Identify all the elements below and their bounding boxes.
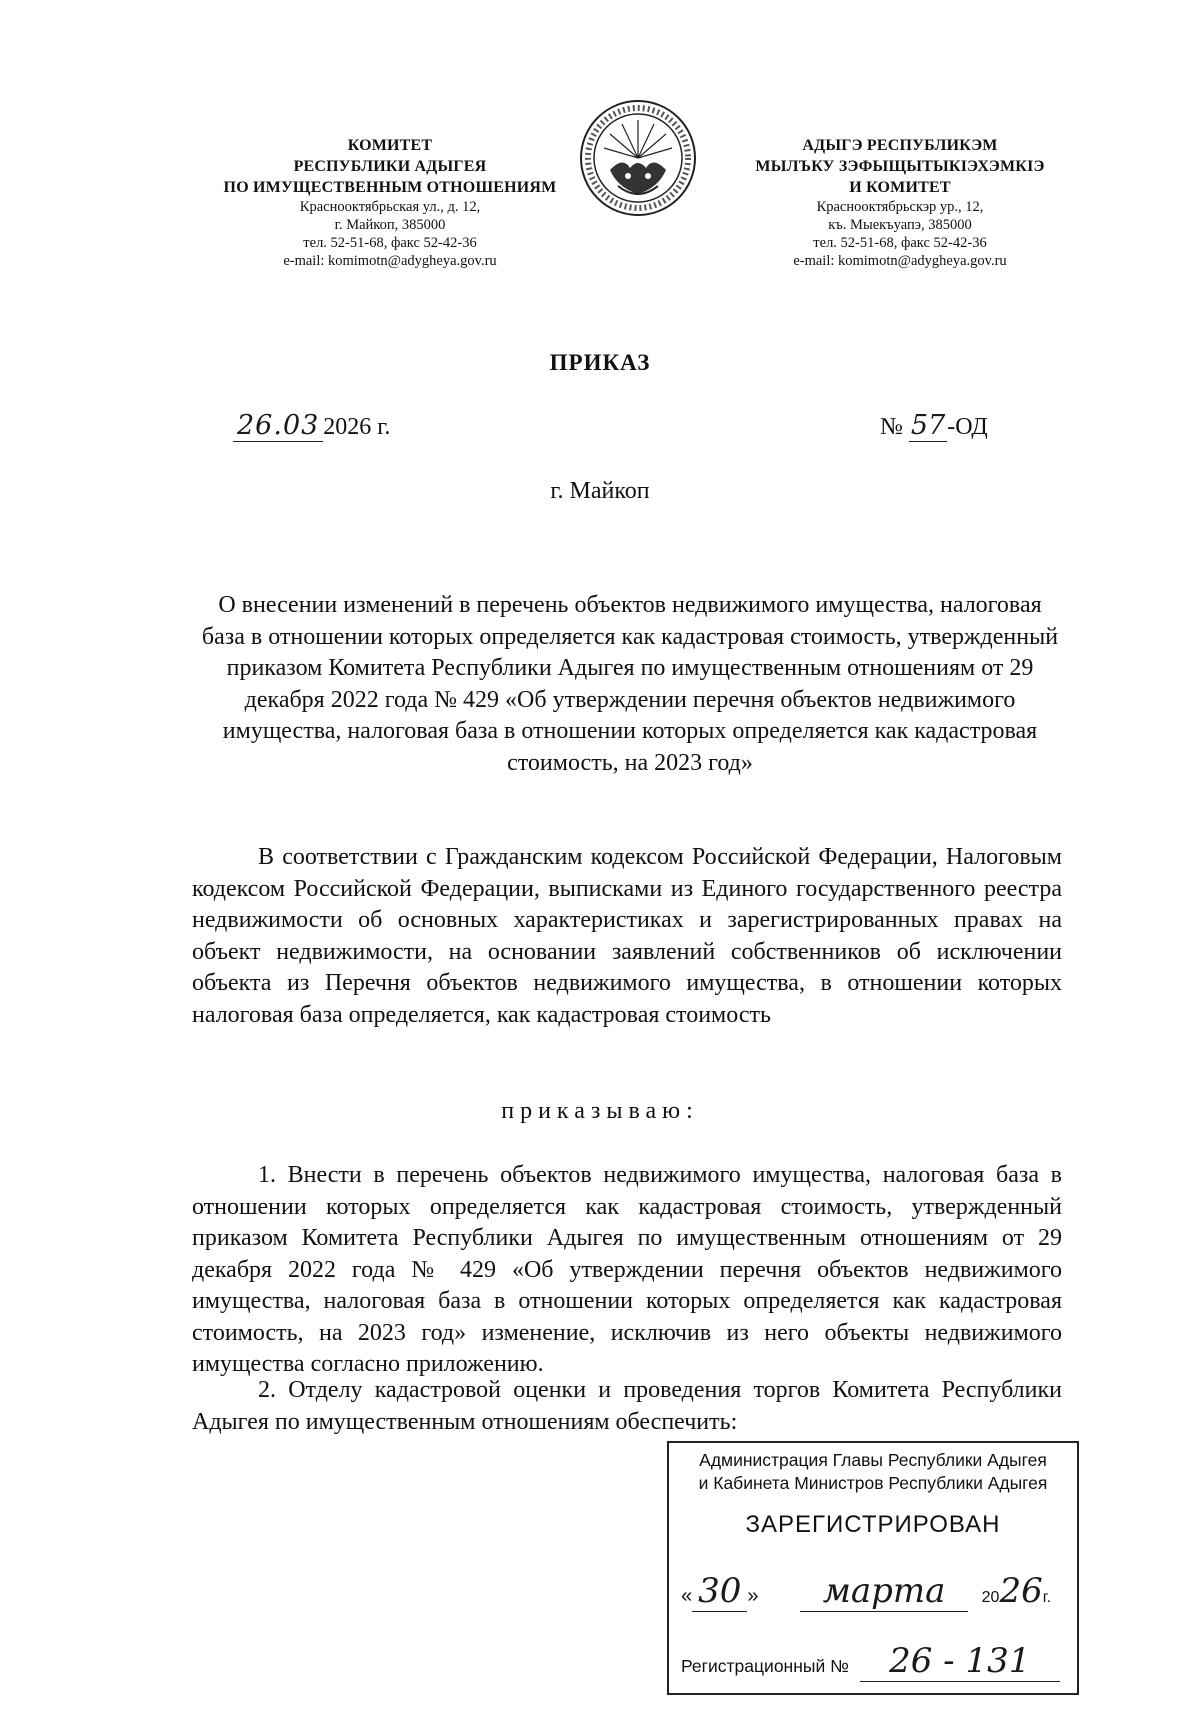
document-date <box>233 410 390 441</box>
stamp-reg-number: 26 - 131 <box>860 1641 1060 1682</box>
org-name-line: АДЫГЭ РЕСПУБЛИКЭМ <box>802 137 998 154</box>
coat-of-arms-icon <box>578 98 698 218</box>
stamp-year-hand: 26 <box>999 1571 1043 1611</box>
org-name-line: И КОМИТЕТ <box>849 179 951 196</box>
stamp-year-prefix: 20 <box>981 1589 1000 1606</box>
address-line: г. Майкоп, 385000 <box>334 217 446 233</box>
header-left-org <box>180 135 600 270</box>
address-line: Краснооктябрьскэр ур., 12, <box>816 199 984 215</box>
org-name-line: МЫЛЪКУ ЗЭФЫЩЫТЫКІЭХЭМКІЭ <box>755 158 1045 175</box>
email-line: e-mail: komimotn@adygheya.gov.ru <box>283 253 497 269</box>
number-suffix: -ОД <box>947 414 988 440</box>
handwritten-date: 26.03 <box>233 410 323 442</box>
registration-stamp <box>667 1441 1079 1695</box>
order-item-1: 1. Внести в перечень объектов недвижимого имущества, налоговая база в отношении которых определяется как кадастровая стоимость, утвержденный приказом Комитета Республики Адыгея по имущественным отношениям от 29 декабря 2022 года № 429 «Об утверждении перечня объектов недвижимого имущества, налоговая база в отношении которых определяется как кадастровая стоимость, на 2023 год» изменение, исключив из него объекты недвижимого имущества согласно приложению. <box>192 1162 1062 1377</box>
stamp-year-suffix: г. <box>1042 1589 1052 1606</box>
phone-line: тел. 52-51-68, факс 52-42-36 <box>303 235 477 251</box>
stamp-date <box>681 1571 1069 1612</box>
date-year: 2026 г. <box>323 414 391 440</box>
stamp-quote-close: » <box>747 1585 759 1607</box>
document-city: г. Майкоп <box>550 478 650 504</box>
org-name-line: КОМИТЕТ <box>347 137 433 154</box>
header-right-org <box>700 135 1100 270</box>
order-item-2: 2. Отделу кадастровой оценки и проведения торгов Комитета Республики Адыгея по имущественным отношениям обеспечить: <box>192 1377 1062 1435</box>
document-title: ПРИКАЗ <box>549 350 651 375</box>
address-line: Краснооктябрьская ул., д. 12, <box>299 199 481 215</box>
handwritten-number: 57 <box>910 410 946 441</box>
basis-paragraph: В соответствии с Гражданским кодексом Российской Федерации, Налоговым кодексом Российской Федерации, выписками из Единого государственного реестра недвижимости об основных характеристиках и зарегистрированных правах на объект недвижимости, на основании заявлений собственников об исключении объекта из Перечня объектов недвижимого имущества, в отношении которых налоговая база определяется, как кадастровая стоимость <box>192 844 1062 1028</box>
order-word: приказываю: <box>501 1098 699 1124</box>
phone-line: тел. 52-51-68, факс 52-42-36 <box>813 235 987 251</box>
org-name-line: ПО ИМУЩЕСТВЕННЫМ ОТНОШЕНИЯМ <box>223 179 557 196</box>
stamp-authority-line: и Кабинета Министров Республики Адыгея <box>698 1473 1048 1493</box>
document-number <box>880 410 988 441</box>
stamp-day: 30 <box>692 1571 747 1612</box>
document-subject: О внесении изменений в перечень объектов недвижимого имущества, налоговая база в отношении которых определяется как кадастровая стоимость, утвержденный приказом Комитета Республики Адыгея по имущественным отношениям от 29 декабря 2022 года № 429 «Об утверждении перечня объектов недвижимого имущества, налоговая база в отношении которых определяется как кадастровая стоимость, на 2023 год» <box>201 592 1059 776</box>
number-sign: № <box>880 414 903 440</box>
org-name-line: РЕСПУБЛИКИ АДЫГЕЯ <box>293 158 487 175</box>
stamp-month: марта <box>800 1571 968 1612</box>
stamp-registration-number <box>681 1641 1069 1682</box>
address-line: къ. Мыекъуапэ, 385000 <box>828 217 972 233</box>
stamp-authority-line: Администрация Главы Республики Адыгея <box>699 1450 1047 1470</box>
stamp-reg-label: Регистрационный № <box>681 1656 849 1676</box>
stamp-status: ЗАРЕГИСТРИРОВАН <box>745 1511 1001 1538</box>
stamp-quote-open: « <box>681 1585 693 1607</box>
email-line: e-mail: komimotn@adygheya.gov.ru <box>793 253 1007 269</box>
